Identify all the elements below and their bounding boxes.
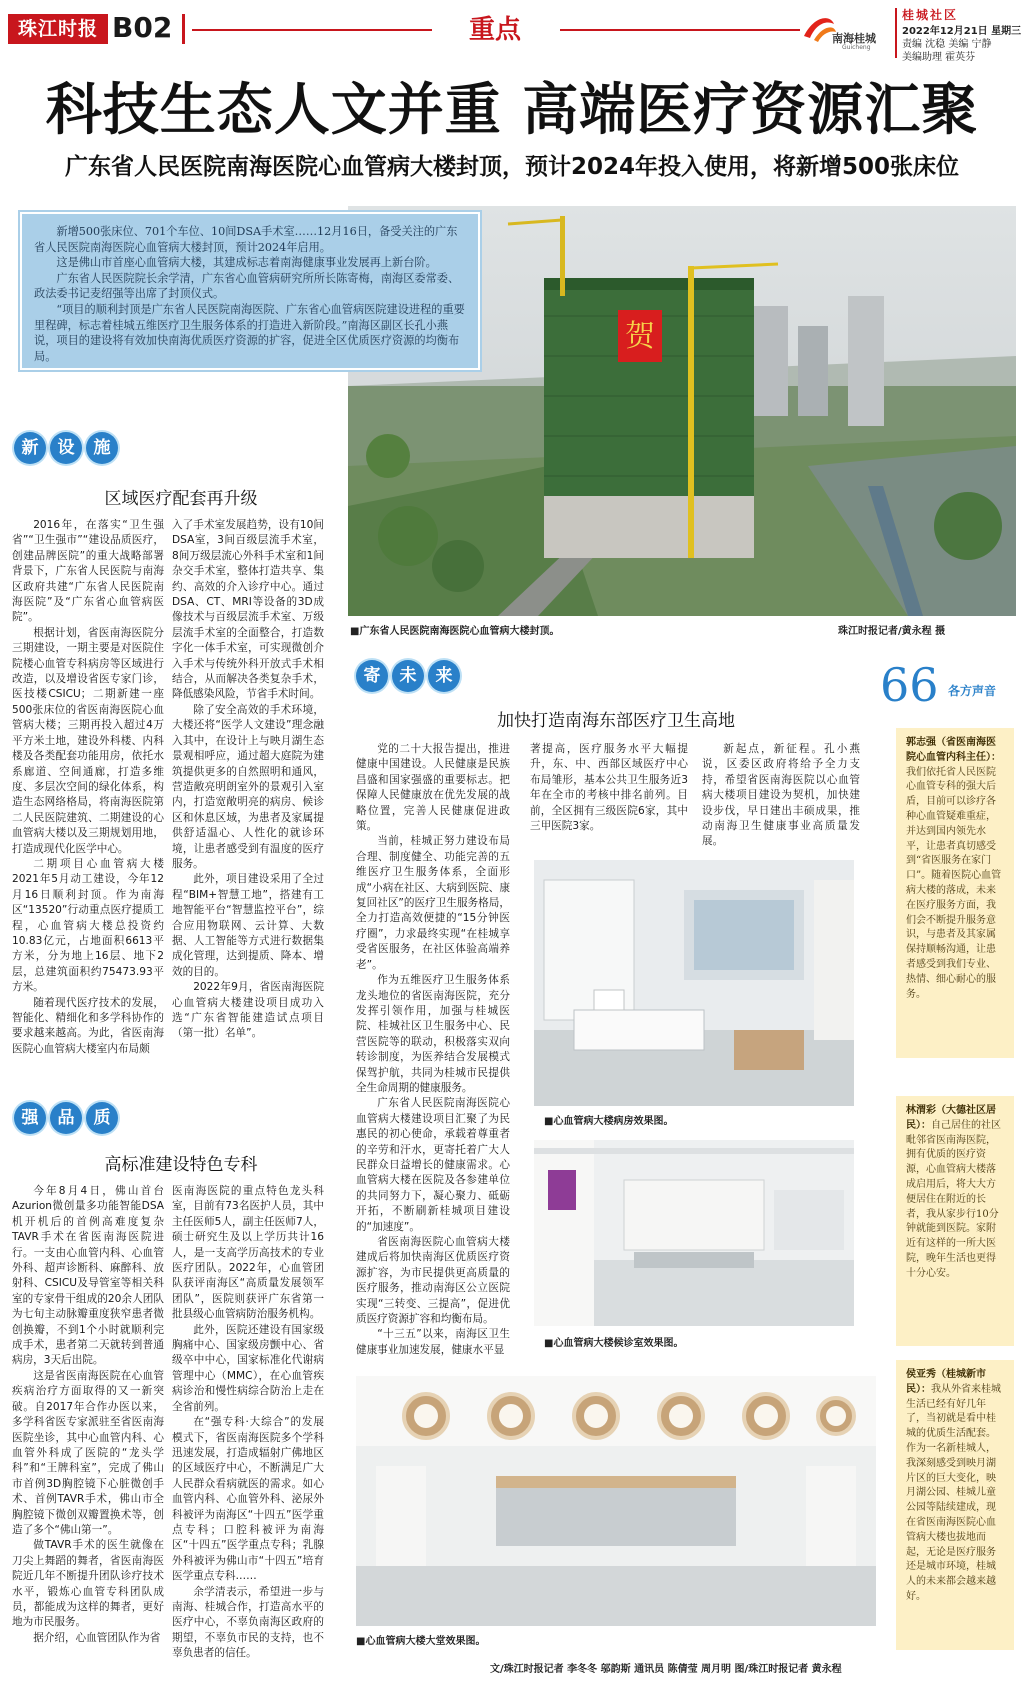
voice-quote [896,1360,1014,1650]
voice-quote [896,728,1014,1058]
waiting-room-render-photo [534,1140,854,1326]
paragraph: 根据计划，省医南海医院分三期建设，一期主要是对医院住院楼心血管专科病房等区域进行改造，以及增设省医专家门诊，医技楼CSICU；二期新建一座500张床位的省医南海医院心血管病大楼；三期再投入超过4万平方米土地，建设外科楼、内科楼及各类配套功能用房，依托水系廊道、空间通廊，打造多维度、多层次空间的绿化体系，构造生态网络格局，将南海医院第二人民医院建筑、二期建设的心血管病大楼以及三期规划用地，打造成现代化医学中心。 [12,626,164,855]
subheadline: 广东省人民医院南海医院心血管病大楼封顶，预计2024年投入使用，将新增500张床位 [64,154,960,180]
section-badges-new-facilities [14,432,118,464]
paragraph: 广东省人民医院南海医院心血管病大楼建设项目汇聚了为民惠民的初心使命，承载着尊重者的辛劳和汗水，更寄托着广大人民群众日益增长的健康需求。心血管病大楼在医院及各参建单位的共同努力下，凝心聚力、砥砺开拓，不断刷新桂城项目建设的“加速度”。 [356,1097,510,1233]
paragraph: 此外，项目建设采用了全过程“BIM+智慧工地”，搭建有工地智能平台“智慧监控平台”，综合应用物联网、云计算、大数据、人工智能等方式进行数据集成化管理，达到提质、降本、增效的目的。 [172,873,324,978]
assistant-credit: 美编助理 霍英芬 [902,52,976,63]
intro-paragraph: 新增500张床位、701个车位、10间DSA手术室……12月16日，备受关注的广东省人民医院南海医院心血管病大楼封顶，预计2024年启用。 [34,225,458,254]
ward-render-caption: ■心血管病大楼病房效果图。 [544,1116,674,1127]
voice-speaker: 侯亚秀（桂城新市民）： [906,1369,986,1395]
lobby-render-photo [356,1376,876,1626]
paragraph: 二期项目心血管病大楼2021年5月动工建设，今年12月16日顺利封顶。作为南海区“13520”行动重点医疗提质工程，心血管病大楼总投资约10.83亿元，占地面积6613平方米，分为地上16层、地下2层，总建筑面积约75473.93平方米。 [12,857,164,994]
masthead-rule-left [192,29,432,31]
section-badges-future [356,660,460,692]
section-title: 区域医疗配套再升级 [104,489,258,509]
paragraph: 做TAVR手术的医生就像在刀尖上舞蹈的舞者，省医南海医院近几年不断提升团队诊疗技术水平，锻炼心血管专科团队成员，都能成为这样的舞者，更好地为市民服务。 [12,1539,164,1629]
quote-mark-icon: 66 [880,658,939,712]
intro-paragraph: 这是佛山市首座心血管病大楼，其建成标志着南海健康事业发展再上新台阶。 [56,256,437,270]
paragraph: “十三五”以来，南海区卫生健康事业加速发展，健康水平显 [356,1328,510,1356]
article-column [356,742,510,1358]
paragraph: 医南海医院的重点特色龙头科室，目前有73名医护人员，其中主任医师5人，副主任医师7人，硕士研究生及以上学历共计16人，是一支高学历高技术的专业医疗团队。2022年，心血管团队获评南海区“高质量发展领军团队”，医院则获评广东省第一批县级心血管病防治服务机构。 [172,1185,324,1321]
masthead-divider-right [895,8,897,58]
masthead-rule-right [560,29,800,31]
voices-title: 各方声音 [948,684,997,698]
main-photo-caption: ■广东省人民医院南海医院心血管病大楼封顶。 [350,626,560,637]
voice-text: 我从外省来桂城生活已经有好几年了，当初就是看中桂城的优质生活配套。作为一名新桂城人，我深刻感受到映月湖片区的巨大变化，映月湖公园、桂城儿童公园等陆续建成，现在省医南海医院心血管病大楼也拔地而起，无论是医疗服务还是城市环境，桂城人的未来都会越来越好。 [906,1383,1001,1602]
section-badge: 未 [392,660,424,692]
paragraph: 党的二十大报告提出，推进健康中国建设。人民健康是民族昌盛和国家强盛的重要标志。把保障人民健康放在优先发展的战略位置，完善人民健康促进政策。 [356,743,510,833]
article-column [702,742,860,850]
paragraph: 新起点，新征程。孔小燕说，区委区政府将给予全力支持，希望省医南海医院以心血管病大楼项目建设为契机，加快建设步伐，早日建出丰硕成果，推动南海卫生健康事业高质量发展。 [702,743,860,848]
paragraph: 作为五维医疗卫生服务体系龙头地位的省医南海医院，充分发挥引领作用，加强与桂城医院、桂城社区卫生服务中心、民营医院等的联动，积极落实双向转诊制度，为医养结合发展模式保驾护航，共同为桂城市民提供全生命周期的健康服务。 [356,974,510,1094]
ward-render-photo [534,860,854,1106]
celebration-sign: 贺 [625,319,655,354]
paragraph: 此外，医院还建设有国家级胸痛中心、国家级房颤中心、省级卒中中心，国家标准化代谢病管理中心（MMC），在心血管疾病诊治和慢性病综合防治上走在全省前列。 [172,1323,324,1413]
section-badge: 寄 [356,660,388,692]
paragraph: 在“强专科·大综合”的发展模式下，省医南海医院多个学科迅速发展，打造成辐射广佛地区的区域医疗中心，不断满足广大人民群众看病就医的需求。如心血管内科、心血管外科、泌尿外科被评为南海区“十四五”医学重点专科；口腔科被评为南海区“十四五”医学重点专科；乳腺外科被评为佛山市“十四五”培育医学重点专科…… [172,1416,324,1583]
voice-text: 自己居住的社区毗邻省医南海医院，拥有优质的医疗资源，心血管病大楼落成启用后，将大大方便居住在附近的长者，我从家步行10分钟就能到医院。家附近有这样的一所大医院，晚年生活也更得十分心安。 [906,1119,1001,1279]
section-badge: 质 [86,1102,118,1134]
masthead [0,0,1024,62]
article-column [172,1184,324,1662]
section-badge: 施 [86,432,118,464]
article-column [172,518,324,1042]
paragraph: 入了手术室发展趋势，设有10间DSA室，3间百级层流手术室，8间万级层流心外科手术室和1间杂交手术室，整体打造共享、集约、高效的介入诊疗中心。通过DSA、CT、MRI等设备的3D成像技术与百级层流手术室、万级层流手术室的全面整合，打造数字化一体手术室，可实现微创介入手术与传统外科开放式手术相结合，从而解决各类复杂手术，降低感染风险，节省手术时间。 [172,519,324,701]
paragraph: 当前，桂城正努力建设布局合理、制度健全、功能完善的五维医疗卫生服务体系，全面形成“小病在社区、大病到医院、康复回社区”的医疗卫生服务格局，全力打造高效便捷的“15分钟医疗圈”，力求最终实现“在桂城享受省医服务，在社区体验高端养老”。 [356,835,510,971]
intro-paragraph: “项目的顺利封顶是广东省人民医院南海医院、广东省心血管病医院建设进程的重要里程碑，标志着桂城五维医疗卫生服务体系的打造进入新阶段。”南海区副区长孔小燕说，项目的建设将有效加快南海优质医疗资源的扩容，促进全区优质医疗资源的均衡布局。 [34,302,465,363]
section-badge: 设 [50,432,82,464]
voice-text: 我们依托省人民医院心血管专科的强大后盾，目前可以诊疗各种心血管疑难重症，并达到国内领先水平，让患者真切感受到“省医服务在家门口”。随着医院心血管病大楼的落成，未来在医疗服务方面，我们会不断提升服务意识，与患者及其家属保持顺畅沟通，让患者感受到我们专业、热情、细心耐心的服务。 [906,766,1002,1000]
article-column [530,742,688,834]
column-name: 桂城社区 [902,8,959,22]
paragraph: 这是省医南海医院在心血管疾病治疗方面取得的又一新突破。自2017年合作办医以来，多学科省医专家派驻至省医南海医院坐诊，其中心血管内科、心血管外科成了医院的“龙头学科”和“王牌科室”，完成了佛山市首例3D胸腔镜下心脏微创手术、首例TAVR手术，佛山市全胸腔镜下微创双瓣置换术等，创造了多个“佛山第一”。 [12,1369,164,1536]
editor-credit: 责编 沈稳 美编 宁静 [902,39,992,50]
voice-quote [896,1096,1014,1346]
paragraph: 余学清表示，希望进一步与南海、桂城合作，打造高水平的医疗中心，不辜负南海区政府的期望，不辜负市民的支持，也不辜负患者的信任。 [172,1585,324,1660]
paragraph: 省医南海医院心血管病大楼建成后将加快南海区优质医疗资源扩容，为市民提供更高质量的医疗服务，推动南海区公立医院实现“三转变、三提高”，促进优质医疗资源扩容和均衡布局。 [356,1236,510,1326]
section-title: 加快打造南海东部医疗卫生高地 [497,711,735,731]
intro-paragraph: 广东省人民医院院长余学清，广东省心血管病研究所所长陈寄梅，南海区委常委、政法委书记麦绍强等出席了封顶仪式。 [34,271,460,301]
voice-speaker: 林渭彩（大德社区居民）： [906,1105,996,1131]
section-badges-quality [14,1102,118,1134]
voice-speaker: 郭志强（省医南海医院心血管内科主任）： [906,737,1001,763]
paragraph: 随着现代医疗技术的发展，智能化、精细化和多学科协作的要求越来越高。为此，省医南海医院心血管病大楼室内布局颇 [12,996,164,1055]
paper-logo: 珠江时报 [8,14,108,44]
section-title: 高标准建设特色专科 [104,1155,258,1175]
issue-date: 2022年12月21日 星期三 [902,26,1022,37]
waiting-room-render-caption: ■心血管病大楼候诊室效果图。 [544,1338,684,1349]
page-number: B02 [112,11,173,44]
partner-en: Guicheng [842,44,871,51]
section-badge: 新 [14,432,46,464]
article-column [12,518,164,1057]
paragraph: 除了安全高效的手术环境，大楼还将“医学人文建设”理念融入其中，在设计上与映月湖生态景观相呼应，通过超大庭院为建筑提供更多的自然照明和通风，营造敞亮明朗室外的景观引入室内，打造宽敞明亮的病房、候诊区和休息区域，为患者及家属提供舒适温心、人性化的就诊环境，让患者感受到有温度的医疗服务。 [172,703,324,870]
partner-name: 南海桂城 [832,32,876,45]
section-badge: 品 [50,1102,82,1134]
paragraph: 据介绍，心血管团队作为省 [33,1631,161,1644]
footer-credit: 文/珠江时报记者 李冬冬 邬韵斯 通讯员 陈倩莹 周月明 图/珠江时报记者 黄永程 [490,1664,842,1675]
section-badge: 强 [14,1102,46,1134]
intro-box [20,212,480,370]
article-column [12,1184,164,1646]
headline: 科技生态人文并重 高端医疗资源汇聚 [45,78,979,143]
paragraph: 今年8月4日，佛山首台Azurion微创量多功能智能DSA机开机后的首例高难度复杂TAVR手术在省医南海医院进行。一支由心血管内科、心血管外科、超声诊断科、麻醉科、放射科、CSICU及导管室等相关科室的专家骨干组成的20余人团队为七旬主动脉瓣重度狭窄患者微创换瓣，不到1个小时就顺利完成手术，患者第二天就转到普通病房，3天后出院。 [12,1185,164,1367]
main-photo-credit: 珠江时报记者/黄永程 摄 [838,626,946,637]
paragraph: 著提高，医疗服务水平大幅提升，东、中、西部区域医疗中心布局雏形，基本公共卫生服务近3年在全市的考核中排名前列。目前，全区拥有三级医院6家，其中三甲医院3家。 [530,743,688,833]
section-label: 重点 [468,15,521,45]
section-badge: 来 [428,660,460,692]
lobby-render-caption: ■心血管病大楼大堂效果图。 [356,1636,486,1647]
masthead-divider [182,14,185,44]
paragraph: 2016年，在落实“卫生强省”“卫生强市”“建设品质医疗，创建品牌医院”的重大战略部署背景下，广东省人民医院与南海区政府共建“广东省人民医院南海医院”及“广东省心血管病医院”。 [12,519,164,624]
paragraph: 2022年9月，省医南海医院心血管病大楼建设项目成功入选“广东省智能建造试点项目（第一批）名单”。 [172,981,324,1040]
